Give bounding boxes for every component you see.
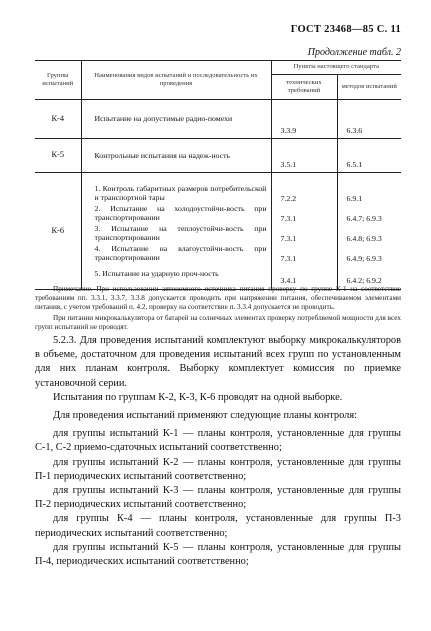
table-header-row — [35, 61, 401, 75]
table-row — [35, 100, 401, 139]
table-continuation-label: Продолжение табл. 2 — [307, 47, 401, 58]
paragraph: Испытания по группам К-2, К-3, К-6 проводят на одной выборке. — [53, 391, 343, 403]
row-name: Испытание на допустимые радио-помехи — [81, 100, 271, 139]
row-method-clause: 6.3.6 — [337, 100, 401, 139]
row-name: 4. Испытание на влагоустойчи-вость при транспортировании — [81, 243, 271, 263]
col-tech-header: технических требований — [271, 75, 337, 100]
row-name: 1. Контроль габаритных размеров потребительской и транспортной тары — [81, 173, 271, 204]
table-row — [35, 139, 401, 173]
row-tech-clause: 7.2.2 — [271, 173, 337, 204]
table-row — [35, 223, 401, 243]
row-tech-clause: 7.3.1 — [271, 223, 337, 243]
paragraph: для группы испытаний К-5 — планы контроля, установленные для группы П-4, периодических испытаний соответственно; — [35, 541, 401, 568]
row-method-clause: 6.5.1 — [337, 139, 401, 173]
standard-header: ГОСТ 23468—85 С. 11 — [290, 24, 401, 35]
row-method-clause: 6.4.8; 6.9.3 — [337, 223, 401, 243]
paragraph: для группы испытаний К-2 — планы контроля, установленные для группы П-1 периодических испытаний соответственно; — [35, 456, 401, 482]
row-name: Контрольные испытания на надеж-ность — [81, 139, 271, 173]
paragraph: Для проведения испытаний применяют следующие планы контроля: — [53, 410, 358, 422]
row-tech-clause: 7.3.1 — [271, 243, 337, 263]
paragraph: для группы испытаний К-1 — планы контроля, установленные для группы С-1, С-2 приемо-сдаточных испытаний соответственно; — [35, 428, 401, 454]
row-tech-clause: 3.4.1 — [271, 263, 337, 290]
row-name: 5. Испытание на ударную проч-ность — [81, 263, 271, 290]
table-note: Примечание. При использовании автономного источника питания проверку по группе К-1 на соответствие требованиям пп. 3.3.1, 3.3.7, 3.3.8 допускается проводить при напряжении питания, обеспечиваемом элементами питания, с учетом требований п. 4.2, проверку на соответствие п. 3.3.4 допускается не проводить. — [35, 285, 401, 311]
row-method-clause: 6.4.7; 6.9.3 — [337, 203, 401, 223]
paragraph: 5.2.3. Для проведения испытаний комплектуют выборку микрокалькуляторов в объеме, достаточном для проведения испытаний всех групп по установленным для них планам контроля. Выборку комплектует комиссия по приемке установочной серии. — [35, 335, 401, 389]
tests-table — [35, 60, 401, 290]
body-text — [35, 334, 401, 569]
table-row — [35, 203, 401, 223]
row-group: К-5 — [51, 150, 65, 160]
paragraph: для группы К-4 — планы контроля, установленные для группы П-3 периодических испытаний соответственно; — [35, 513, 401, 539]
row-method-clause: 6.9.1 — [337, 173, 401, 204]
row-method-clause: 6.4.9; 6.9.3 — [337, 243, 401, 263]
col-methods-header: методов испытаний — [337, 75, 401, 100]
row-name: 2. Испытание на холодоустойчи-вость при транспортировании — [81, 203, 271, 223]
table-row — [35, 173, 401, 204]
row-tech-clause: 3.5.1 — [271, 139, 337, 173]
row-tech-clause: 7.3.1 — [271, 203, 337, 223]
col-group-header: Группы испытаний — [35, 61, 81, 100]
col-name-header: Наименования видов испытаний и последовательность их проведения — [81, 61, 271, 100]
row-group: К-4 — [51, 113, 65, 123]
col-clauses-header: Пункты настоящего стандарта — [271, 61, 401, 75]
paragraph: для группы испытаний К-3 — планы контроля, установленные для группы П-2 периодических испытаний соответственно; — [35, 485, 401, 511]
row-group: К-6 — [35, 173, 81, 290]
row-method-clause: 6.4.2; 6.9.2 — [337, 263, 401, 290]
row-tech-clause: 3.3.9 — [271, 100, 337, 139]
table-row — [35, 243, 401, 263]
table-note-2: При питании микрокалькулятора от батарей на солнечных элементах проверку потребляемой мощности для всех групп испытаний не проводят. — [35, 314, 401, 331]
row-name: 3. Испытание на теплоустойчи-вость при транспортировании — [81, 223, 271, 243]
